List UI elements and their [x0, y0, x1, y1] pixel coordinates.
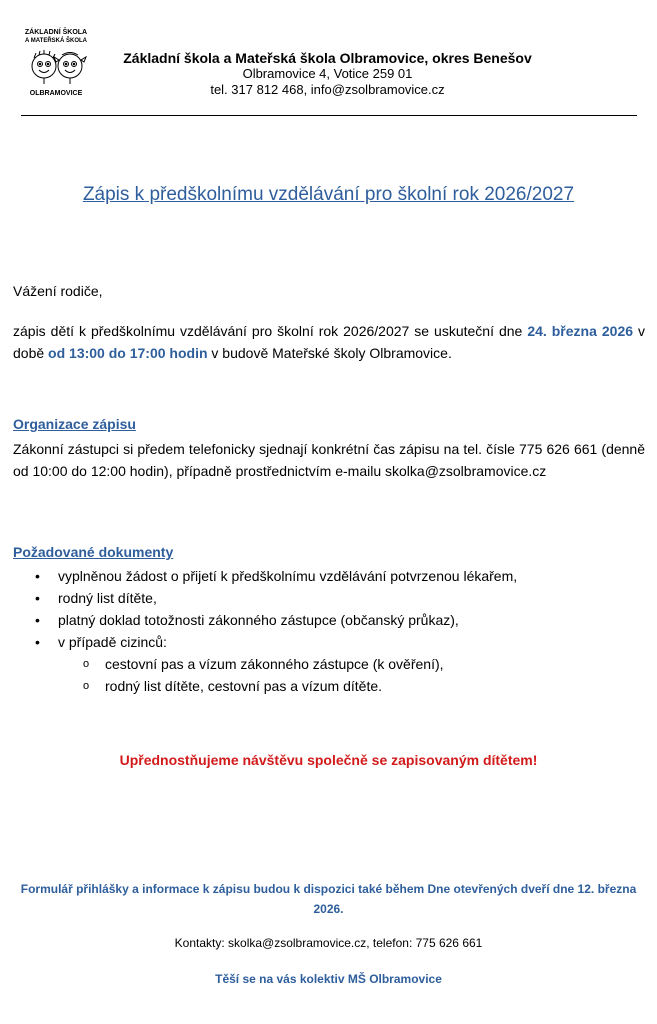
letterhead — [100, 50, 555, 98]
organization-text: Zákonní zástupci si předem telefonicky sjednají konkrétní čas zápisu na tel. čísle 775 626 661 (denně od 10:00 do 12:00 hodin), případně prostřednictvím e-mailu skolka@zsolbramovice.cz — [13, 441, 645, 479]
school-address: Olbramovice 4, Votice 259 01 — [242, 66, 413, 81]
logo-text-bottom: OLBRAMOVICE — [29, 90, 83, 97]
school-contact: tel. 317 812 468, info@zsolbramovice.cz — [210, 82, 445, 97]
school-logo-graphic — [14, 24, 98, 98]
logo-text-top: ZÁKLADNÍ ŠKOLA — [24, 29, 88, 36]
list-item-label: v případě cizinců: — [58, 634, 167, 650]
organization-heading: Organizace zápisu — [13, 416, 136, 432]
logo-text-top2: A MATEŘSKÁ ŠKOLA — [25, 38, 87, 44]
foreigners-sublist — [58, 653, 648, 697]
greeting: Vážení rodiče, — [13, 283, 103, 299]
documents-heading: Požadované dokumenty — [13, 544, 174, 560]
header-divider — [21, 115, 637, 116]
footer-info: Formulář přihlášky a informace k zápisu budou k dispozici také během Dne otevřených dveří dne 12. března 2026. — [20, 882, 637, 916]
enrollment-time: od 13:00 do 17:00 hodin — [48, 345, 208, 361]
list-item-foreigners — [58, 631, 648, 697]
footer-greeting: Těší se na vás kolektiv MŠ Olbramovice — [215, 972, 442, 986]
intro-text-3: v budově Mateřské školy Olbramovice. — [207, 345, 452, 361]
intro-paragraph — [13, 320, 645, 364]
list-item: • rodný list dítěte, — [58, 587, 648, 609]
list-item: • platný doklad totožnosti zákonného zástupce (občanský průkaz), — [58, 609, 648, 631]
intro-text-2: v době — [13, 323, 645, 361]
footer-contacts: Kontakty: skolka@zsolbramovice.cz, telefon: 775 626 661 — [174, 936, 483, 950]
child-face-right-icon — [54, 53, 86, 85]
enrollment-date: 24. března 2026 — [527, 323, 634, 339]
document-title: Zápis k předškolnímu vzdělávání pro školní rok 2026/2027 — [82, 184, 575, 205]
list-item: • vyplněnou žádost o přijetí k předškolnímu vzdělávání potvrzenou lékařem, — [58, 565, 648, 587]
documents-list — [58, 565, 648, 697]
child-face-left-icon — [32, 50, 56, 84]
school-logo — [14, 24, 98, 98]
intro-text-1: zápis dětí k předškolnímu vzdělávání pro školní rok 2026/2027 se uskuteční dne — [13, 323, 528, 339]
sublist-item: o cestovní pas a vízum zákonného zástupce (k ověření), — [105, 653, 648, 675]
sublist-item: o rodný list dítěte, cestovní pas a vízum dítěte. — [105, 675, 648, 697]
school-name: Základní škola a Mateřská škola Olbramovice, okres Benešov — [123, 50, 532, 66]
notice-text: Upřednostňujeme návštěvu společně se zapisovaným dítětem! — [119, 752, 538, 768]
